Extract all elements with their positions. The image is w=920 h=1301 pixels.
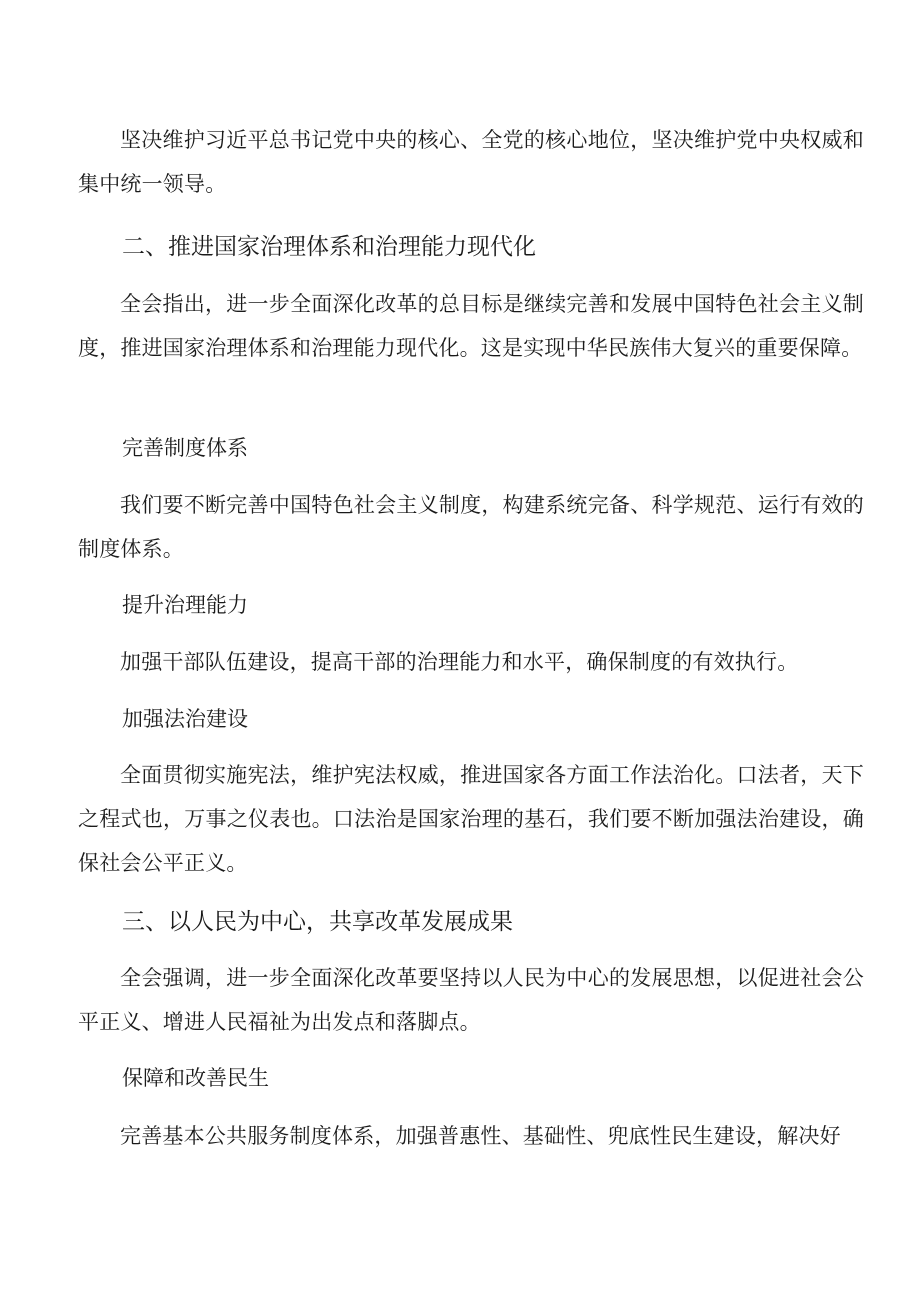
paragraph-core-position: 坚决维护习近平总书记党中央的核心、全党的核心地位，坚决维护党中央权威和集中统一领导。 [78,128,864,196]
paragraph-rule-of-law: 全面贯彻实施宪法，维护宪法权威，推进国家各方面工作法治化。口法者，天下之程式也，万事之仪表也。口法治是国家治理的基石，我们要不断加强法治建设，确保社会公平正义。 [78,763,864,875]
section-heading-people: 三、以人民为中心，共享改革发展成果 [122,909,513,935]
subheading-livelihood: 保障和改善民生 [122,1066,269,1090]
paragraph-livelihood: 完善基本公共服务制度体系，加强普惠性、基础性、兜底性民生建设，解决好 [120,1124,841,1148]
section-heading-governance: 二、推进国家治理体系和治理能力现代化 [122,234,536,260]
subheading-capacity: 提升治理能力 [122,593,248,617]
paragraph-capacity: 加强干部队伍建设，提高干部的治理能力和水平，确保制度的有效执行。 [120,650,799,674]
paragraph-reform-goal: 全会指出，进一步全面深化改革的总目标是继续完善和发展中国特色社会主义制度，推进国家治理体系和治理能力现代化。这是实现中华民族伟大复兴的重要保障。 [78,292,864,360]
subheading-system: 完善制度体系 [122,436,248,460]
subheading-rule-of-law: 加强法治建设 [122,707,248,731]
paragraph-system: 我们要不断完善中国特色社会主义制度，构建系统完备、科学规范、运行有效的制度体系。 [78,493,864,561]
paragraph-people-centered: 全会强调，进一步全面深化改革要坚持以人民为中心的发展思想，以促进社会公平正义、增进人民福祉为出发点和落脚点。 [78,966,864,1034]
